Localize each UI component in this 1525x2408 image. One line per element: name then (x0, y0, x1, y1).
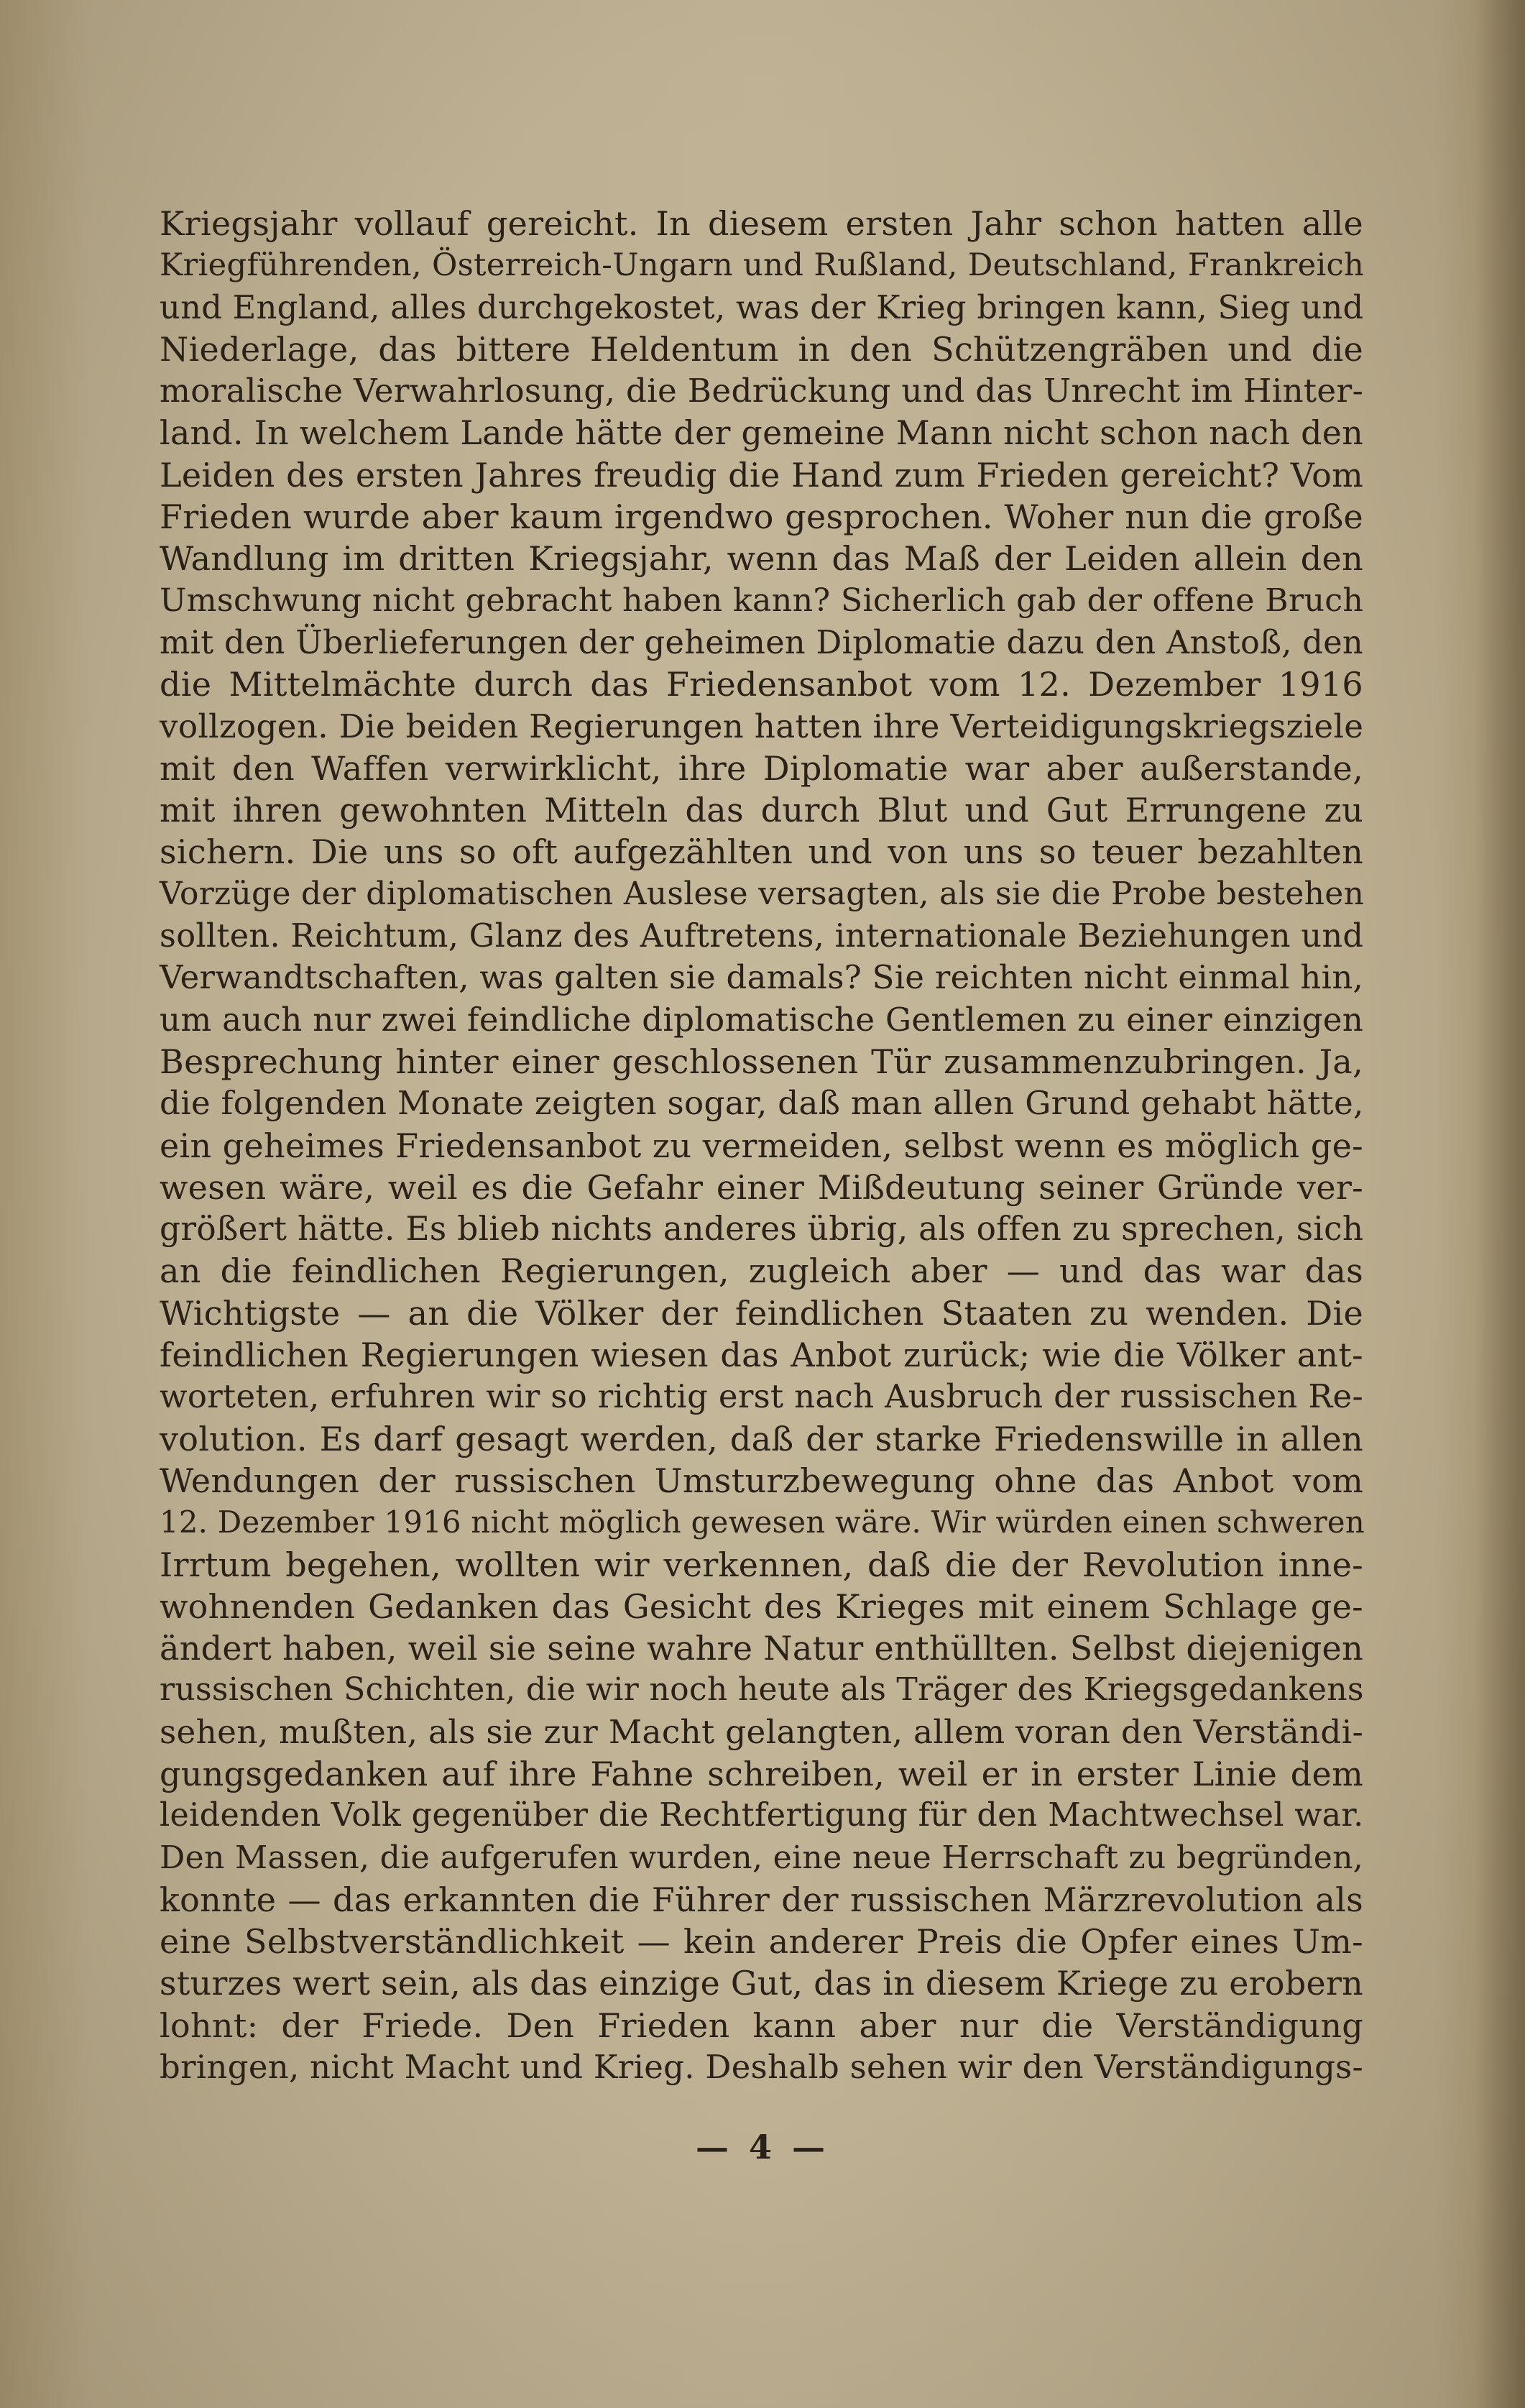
text-line: Kriegführenden, Österreich-Ungarn und Rußland, Deutschland, Frankreich (160, 247, 1365, 284)
text-line: und England, alles durchgekostet, was der Krieg bringen kann, Sieg und (160, 288, 1364, 326)
body-text (160, 203, 1363, 2088)
text-line: mit den Überlieferungen der geheimen Diplomatie dazu den Anstoß, den (160, 623, 1363, 661)
text-line: gungsgedanken auf ihre Fahne schreiben, weil er in erster Linie dem (160, 1754, 1363, 1793)
text-line: feindlichen Regierungen wiesen das Anbot zurück; wie die Völker ant- (160, 1336, 1363, 1375)
text-line: Umschwung nicht gebracht haben kann? Sicherlich gab der offene Bruch (160, 582, 1364, 619)
text-line: die Mittelmächte durch das Friedensanbot vom 12. Dezember 1916 (160, 665, 1363, 704)
text-line: russischen Schichten, die wir noch heute als Träger des Kriegsgedankens (160, 1671, 1364, 1709)
text-line: wesen wäre, weil es die Gefahr einer Mißdeutung seiner Gründe ver- (160, 1167, 1363, 1207)
text-line: größert hätte. Es blieb nichts anderes übrig, als offen zu sprechen, sich (160, 1210, 1364, 1249)
text-line: eine Selbstverständlichkeit — kein anderer Preis die Opfer eines Um- (160, 1922, 1363, 1962)
text-line: ändert haben, weil sie seine wahre Natur enthüllten. Selbst diejenigen (160, 1629, 1363, 1668)
text-line: Kriegsjahr vollauf gereicht. In diesem ersten Jahr schon hatten alle (160, 204, 1363, 243)
page-edge-shadow (1475, 0, 1525, 2408)
text-line: Den Massen, die aufgerufen wurden, eine neue Herrschaft zu begründen, (160, 1839, 1364, 1876)
text-line: mit den Waffen verwirklicht, ihre Diplomatie war aber außerstande, (160, 748, 1363, 788)
text-line: Wendungen der russischen Umsturzbewegung ohne das Anbot vom (160, 1461, 1363, 1500)
text-line: sturzes wert sein, als das einzige Gut, das in diesem Kriege zu erobern (160, 1964, 1363, 2003)
text-line: Leiden des ersten Jahres freudig die Hand zum Frieden gereicht? Vom (160, 455, 1363, 495)
text-line: Frieden wurde aber kaum irgendwo gesprochen. Woher nun die große (160, 497, 1363, 537)
text-line: die folgenden Monate zeigten sogar, daß man allen Grund gehabt hätte, (160, 1084, 1364, 1123)
text-line: sollten. Reichtum, Glanz des Auftretens, internationale Beziehungen und (160, 917, 1364, 955)
text-line: lohnt: der Friede. Den Frieden kann aber nur die Verständigung (160, 2005, 1363, 2045)
text-line: Verwandtschaften, was galten sie damals? Sie reichten nicht einmal hin, (160, 958, 1364, 997)
text-line: Niederlage, das bittere Heldentum in den Schützengräben und die (160, 329, 1363, 369)
text-line: an die feindlichen Regierungen, zugleich aber — und das war das (160, 1251, 1363, 1291)
text-line: worteten, erfuhren wir so richtig erst nach Ausbruch der russischen Re- (160, 1377, 1363, 1416)
text-line: leidenden Volk gegenüber die Rechtfertigung für den Machtwechsel war. (160, 1797, 1364, 1834)
text-line: sichern. Die uns so oft aufgezählten und von uns so teuer bezahlten (160, 832, 1363, 872)
text-line: bringen, nicht Macht und Krieg. Deshalb sehen wir den Verständigungs- (160, 2048, 1363, 2087)
text-line: volution. Es darf gesagt werden, daß der starke Friedenswille in allen (160, 1419, 1363, 1458)
text-line: sehen, mußten, als sie zur Macht gelangten, allem voran den Verständi- (160, 1712, 1364, 1751)
text-line: konnte — das erkannten die Führer der russischen Märzrevolution als (160, 1880, 1363, 1919)
page-number: — 4 — (695, 2128, 830, 2166)
text-line: vollzogen. Die beiden Regierungen hatten ihre Verteidigungskriegsziele (160, 707, 1364, 745)
text-line: land. In welchem Lande hätte der gemeine Mann nicht schon nach den (160, 413, 1363, 453)
text-line: moralische Verwahrlosung, die Bedrückung und das Unrecht im Hinter- (160, 372, 1364, 410)
text-line: Wichtigste — an die Völker der feindlichen Staaten zu wenden. Die (160, 1293, 1363, 1333)
text-line: Vorzüge der diplomatischen Auslese versagten, als sie die Probe bestehen (160, 875, 1365, 912)
text-line: mit ihren gewohnten Mitteln das durch Blut und Gut Errungene zu (160, 791, 1363, 830)
text-line: Besprechung hinter einer geschlossenen Tür zusammenzubringen. Ja, (160, 1042, 1363, 1081)
text-line: 12. Dezember 1916 nicht möglich gewesen wäre. Wir würden einen schweren (160, 1504, 1365, 1540)
text-line: Irrtum begehen, wollten wir verkennen, daß die der Revolution inne- (160, 1545, 1363, 1584)
text-line: Wandlung im dritten Kriegsjahr, wenn das Maß der Leiden allein den (160, 539, 1363, 579)
text-line: wohnenden Gedanken das Gesicht des Krieges mit einem Schlage ge- (160, 1586, 1363, 1626)
text-line: um auch nur zwei feindliche diplomatische Gentlemen zu einer einzigen (160, 1000, 1364, 1039)
text-line: ein geheimes Friedensanbot zu vermeiden, selbst wenn es möglich ge- (160, 1126, 1363, 1165)
